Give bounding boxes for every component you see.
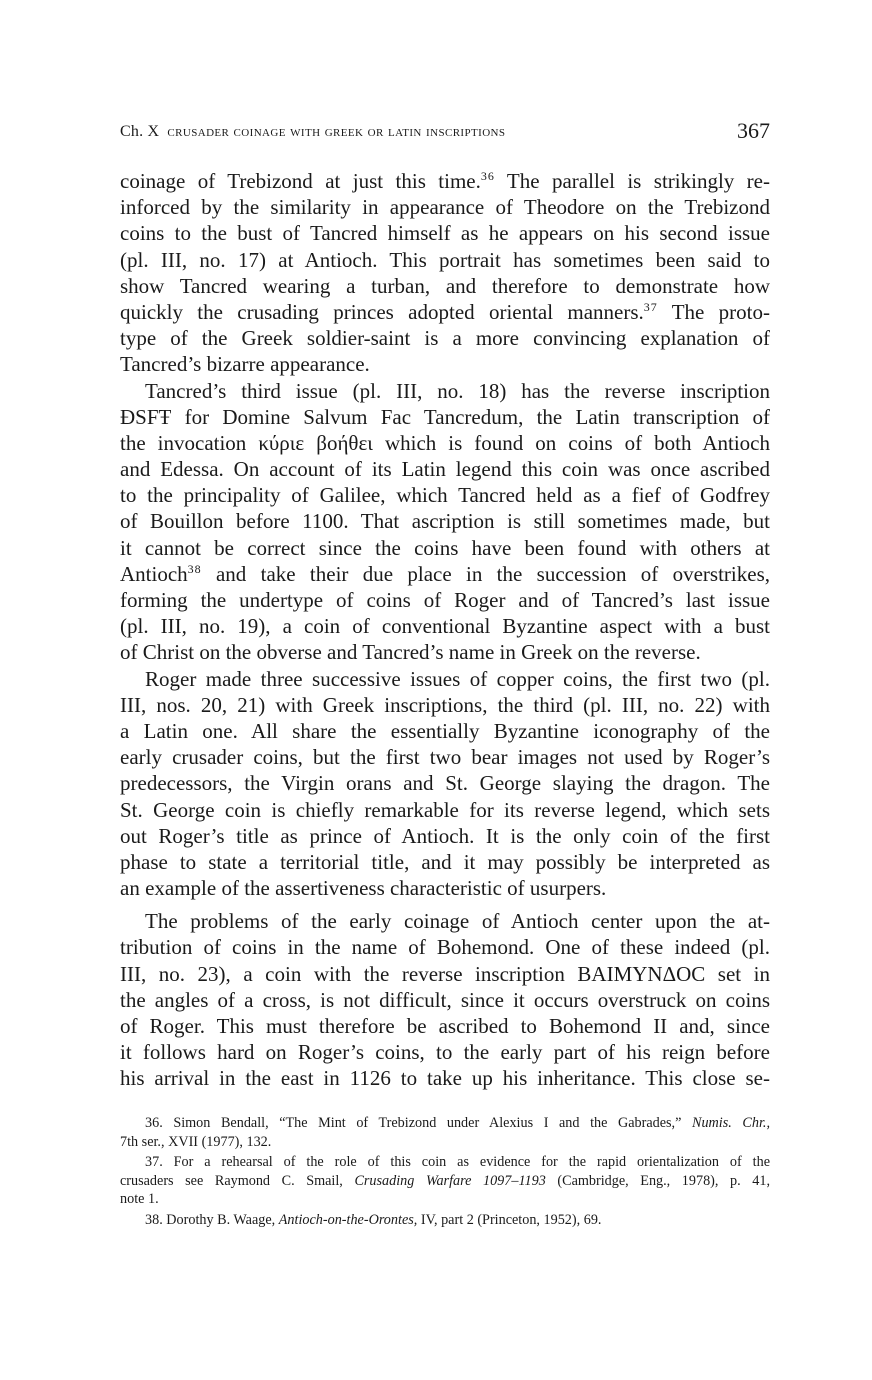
text-line: Tancred’s third issue (pl. III, no. 18) has the reverse inscription [145,378,770,403]
running-head [120,118,770,144]
text-line: coinage of Trebizond at just this time.$^{36}$ The parallel is strikingly re- [120,169,770,193]
text-line: to the principality of Galilee, which Tancred held as a fief of Godfrey [120,483,770,508]
text-line: show Tancred wearing a turban, and therefore to demonstrate how [120,273,770,298]
text-line: III, nos. 20, 21) with Greek inscriptions, the third (pl. III, no. 22) with [120,692,770,717]
text-line: his arrival in the east in 1126 to take up his inheritance. This close se- [120,1066,770,1091]
body-text [120,168,770,1092]
text-line: tribution of coins in the name of Bohemond. One of these indeed (pl. [120,935,770,960]
text-line: the invocation κύριε βοήθει which is found on coins of both Antioch [120,430,770,455]
text-line: forming the undertype of coins of Roger and of Tancred’s last issue [120,588,770,612]
chapter-label: Ch. X [120,123,160,140]
footnote-37: 37. For a rehearsal of the role of this coin as evidence for the rapid orientalization of the [145,1154,770,1171]
text-line: early crusader coins, but the first two bear images not used by Roger’s [120,745,770,770]
text-line: quickly the crusading princes adopted oriental manners.$^{37}$ The proto- [120,299,771,324]
text-line: of Bouillon before 1100. That ascription is still sometimes made, but [120,509,770,534]
footnote-36: 36. Simon Bendall, “The Mint of Trebizond under Alexius I and the Gabrades,” Numis. Chr., [145,1115,770,1131]
text-line: predecessors, the Virgin orans and St. George slaying the dragon. The [120,771,770,796]
text-line: ĐSFŦ for Domine Salvum Fac Tancredum, the Latin transcription of [120,404,770,429]
text-line: an example of the assertiveness characteristic of usurpers. [120,876,607,901]
text-line: Tancred’s bizarre appearance. [120,352,370,377]
footnote-line: note 1. [120,1191,159,1208]
text-line: (pl. III, no. 19), a coin of conventional Byzantine aspect with a bust [120,614,770,639]
footnote-ref-37: 37 [643,299,658,314]
text-line: of Roger. This must therefore be ascribed to Bohemond II and, since [120,1014,770,1038]
text-line: of Christ on the obverse and Tancred’s name in Greek on the reverse. [120,640,701,665]
footnote-line: crusaders see Raymond C. Smail, Crusading Warfare 1097–1193 (Cambridge, Eng., 1978), p. 41, [120,1172,771,1189]
text-line: type of the Greek soldier-saint is a more convincing explanation of [120,326,770,351]
footnote-38: 38. Dorothy B. Waage, Antioch-on-the-Orontes, IV, part 2 (Princeton, 1952), 69. [145,1211,602,1228]
text-line: III, no. 23), a coin with the reverse inscription BAIMYNΔOC set in [120,961,770,986]
text-line: St. George coin is chiefly remarkable for its reverse legend, which sets [120,797,770,822]
text-line: Antioch$^{38}$ and take their due place in the succession of overstrikes, [120,561,770,586]
text-line: phase to state a territorial title, and it may possibly be interpreted as [120,849,770,874]
text-line: it cannot be correct since the coins have been found with others at [120,535,770,560]
text-line: The problems of the early coinage of Antioch center upon the at- [145,909,770,934]
text-line: Roger made three successive issues of copper coins, the first two (pl. [145,666,770,691]
text-line: inforced by the similarity in appearance of Theodore on the Trebizond [120,195,770,220]
text-line: coins to the bust of Tancred himself as he appears on his second issue [120,221,770,246]
text-line: (pl. III, no. 17) at Antioch. This portrait has sometimes been said to [120,247,770,272]
page-number: 367 [737,118,770,143]
footnote-ref-38: 38 [187,561,202,576]
text-line: it follows hard on Roger’s coins, to the early part of his reign before [120,1040,770,1065]
text-line: a Latin one. All share the essentially Byzantine iconography of the [120,718,770,743]
footnote-ref-36: 36 [480,169,495,183]
text-line: out Roger’s title as prince of Antioch. It is the only coin of the first [120,823,770,848]
running-head-title [120,123,505,141]
chapter-title: crusader coinage with greek or latin inscriptions [167,123,506,140]
text-line: the angles of a cross, is not difficult, since it occurs overstruck on coins [120,987,770,1012]
text-line: and Edessa. On account of its Latin legend this coin was once ascribed [120,457,770,482]
footnote-line: 7th ser., XVII (1977), 132. [120,1133,272,1150]
footnotes [120,1114,770,1230]
